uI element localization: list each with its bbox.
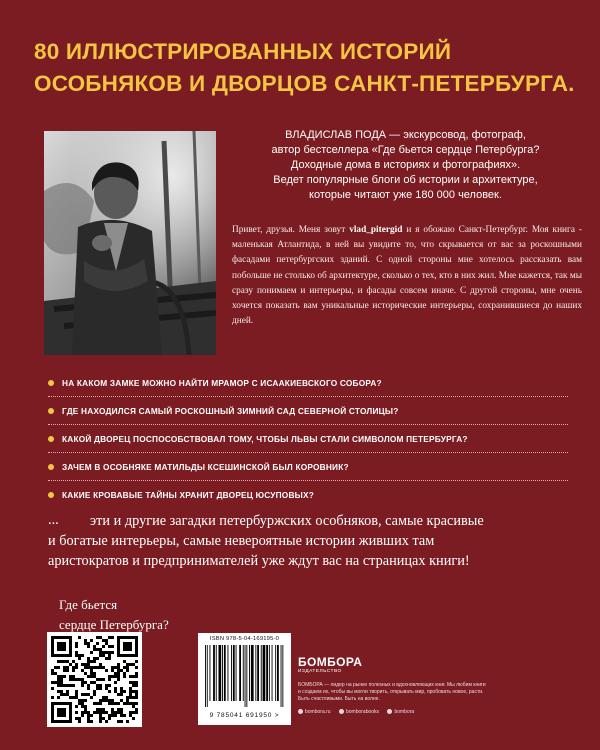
question-text: КАКИЕ КРОВАВЫЕ ТАЙНЫ ХРАНИТ ДВОРЕЦ ЮСУПОВЫХ? — [62, 490, 314, 500]
globe-icon — [298, 709, 303, 714]
outro-line: аристократов и предпринимателей уже ждут вас на страницах книги! — [48, 553, 470, 569]
social-link-telegram[interactable] — [387, 709, 414, 715]
isbn-number: ISBN 978-5-04-169195-0 — [209, 636, 280, 642]
bullet-icon — [48, 464, 54, 470]
publisher-socials — [298, 708, 568, 716]
question-item — [48, 376, 588, 404]
question-item — [48, 404, 588, 432]
social-label: bombora — [394, 709, 415, 715]
social-link-vk[interactable] — [339, 709, 379, 715]
dotted-divider — [48, 480, 568, 481]
publisher-logo-subtitle: ИЗДАТЕЛЬСТВО — [298, 669, 342, 674]
question-text: ГДЕ НАХОДИЛСЯ САМЫЙ РОСКОШНЫЙ ЗИМНИЙ САД СЕВЕРНОЙ СТОЛИЦЫ? — [62, 406, 399, 416]
series-title-line-1: Где бьется — [59, 597, 118, 612]
isbn-barcode — [198, 633, 291, 725]
qr-code[interactable] — [47, 632, 142, 727]
barcode-digits: 9 785041 691950 > — [209, 712, 280, 719]
dotted-divider — [48, 452, 568, 453]
bullet-icon — [48, 380, 54, 386]
outro-line: эти и другие загадки петербуржских особняков, самые красивые — [90, 513, 484, 529]
telegram-icon — [387, 709, 392, 714]
series-title — [59, 595, 169, 635]
social-label: bomborabooks — [345, 709, 380, 715]
intro-text-after: и я обожаю Санкт-Петербург. Моя книга - маленькая Атлантида, в ней вы увидите то, что скрывается от вас за роскошными фасадами петербургских зданий. С одной стороны мне хотелось рассказать вам побольше не столько об архитектуре, сколько о тех, кто в них жил. Мне кажется, так мы сразу понимаем и интерьеры, и фасады совсем иначе. С другой стороны, мне очень хочется показать вам уникальные исторические интерьеры, сохранившиеся до наших дней. — [232, 225, 582, 327]
dotted-divider — [48, 424, 568, 425]
publisher-blurb: БОМБОРА — лидер на рынке полезных и вдохновляющих книг. Мы любим книги и создаем их, чтобы вы могли творить, открывать мир, пробовать новое, расти. Быть счастливыми. Быть на волне. — [298, 682, 486, 702]
outro-line: и богатые интерьеры, самые невероятные истории живших там — [48, 533, 435, 549]
question-item — [48, 460, 588, 488]
question-text: ЗАЧЕМ В ОСОБНЯКЕ МАТИЛЬДЫ КСЕШИНСКОЙ БЫЛ КОРОВНИК? — [62, 462, 349, 472]
vk-icon — [339, 709, 344, 714]
headline-line-2: ОСОБНЯКОВ И ДВОРЦОВ САНКТ-ПЕТЕРБУРГА. — [34, 71, 575, 96]
social-label: bombora.ru — [305, 709, 331, 715]
author-photo-image — [44, 131, 216, 355]
author-bio-line: ВЛАДИСЛАВ ПОДА — экскурсовод, фотограф, — [285, 129, 526, 141]
author-bio — [233, 128, 578, 203]
bullet-icon — [48, 408, 54, 414]
author-bio-line: Доходные дома в историях и фотографиях». — [290, 159, 521, 171]
barcode-bars — [203, 645, 286, 707]
author-bio-line: автор бестселлера «Где бьется сердце Петербурга? — [271, 144, 540, 156]
question-text: НА КАКОМ ЗАМКЕ МОЖНО НАЙТИ МРАМОР С ИСААКИЕВСКОГО СОБОРА? — [62, 378, 382, 388]
question-text: КАКОЙ ДВОРЕЦ ПОСПОСОБСТВОВАЛ ТОМУ, ЧТОБЫ ЛЬВЫ СТАЛИ СИМВОЛОМ ПЕТЕРБУРГА? — [62, 434, 468, 444]
author-bio-line: которые читают уже 180 000 человек. — [309, 189, 502, 201]
intro-text-before: Привет, друзья. Меня зовут — [232, 225, 350, 235]
question-item — [48, 432, 588, 460]
series-title-line-2: сердце Петербурга? — [59, 617, 169, 632]
headline-line-1: 80 ИЛЛЮСТРИРОВАННЫХ ИСТОРИЙ — [34, 39, 452, 64]
intro-paragraph — [232, 223, 582, 329]
author-bio-line: Ведет популярные блоги об истории и архитектуре, — [273, 174, 538, 186]
questions-list — [48, 376, 588, 516]
qr-code-image — [51, 636, 138, 723]
headline — [34, 36, 574, 100]
social-link-site[interactable] — [298, 709, 331, 715]
outro-paragraph — [48, 511, 568, 571]
publisher-block — [298, 656, 568, 716]
intro-handle: vlad_pitergid — [349, 225, 403, 235]
bullet-icon — [48, 436, 54, 442]
dotted-divider — [48, 396, 568, 397]
author-photo — [44, 131, 216, 355]
publisher-logo: БОМБОРА — [298, 655, 363, 669]
ellipsis: ... — [48, 512, 59, 528]
bullet-icon — [48, 492, 54, 498]
